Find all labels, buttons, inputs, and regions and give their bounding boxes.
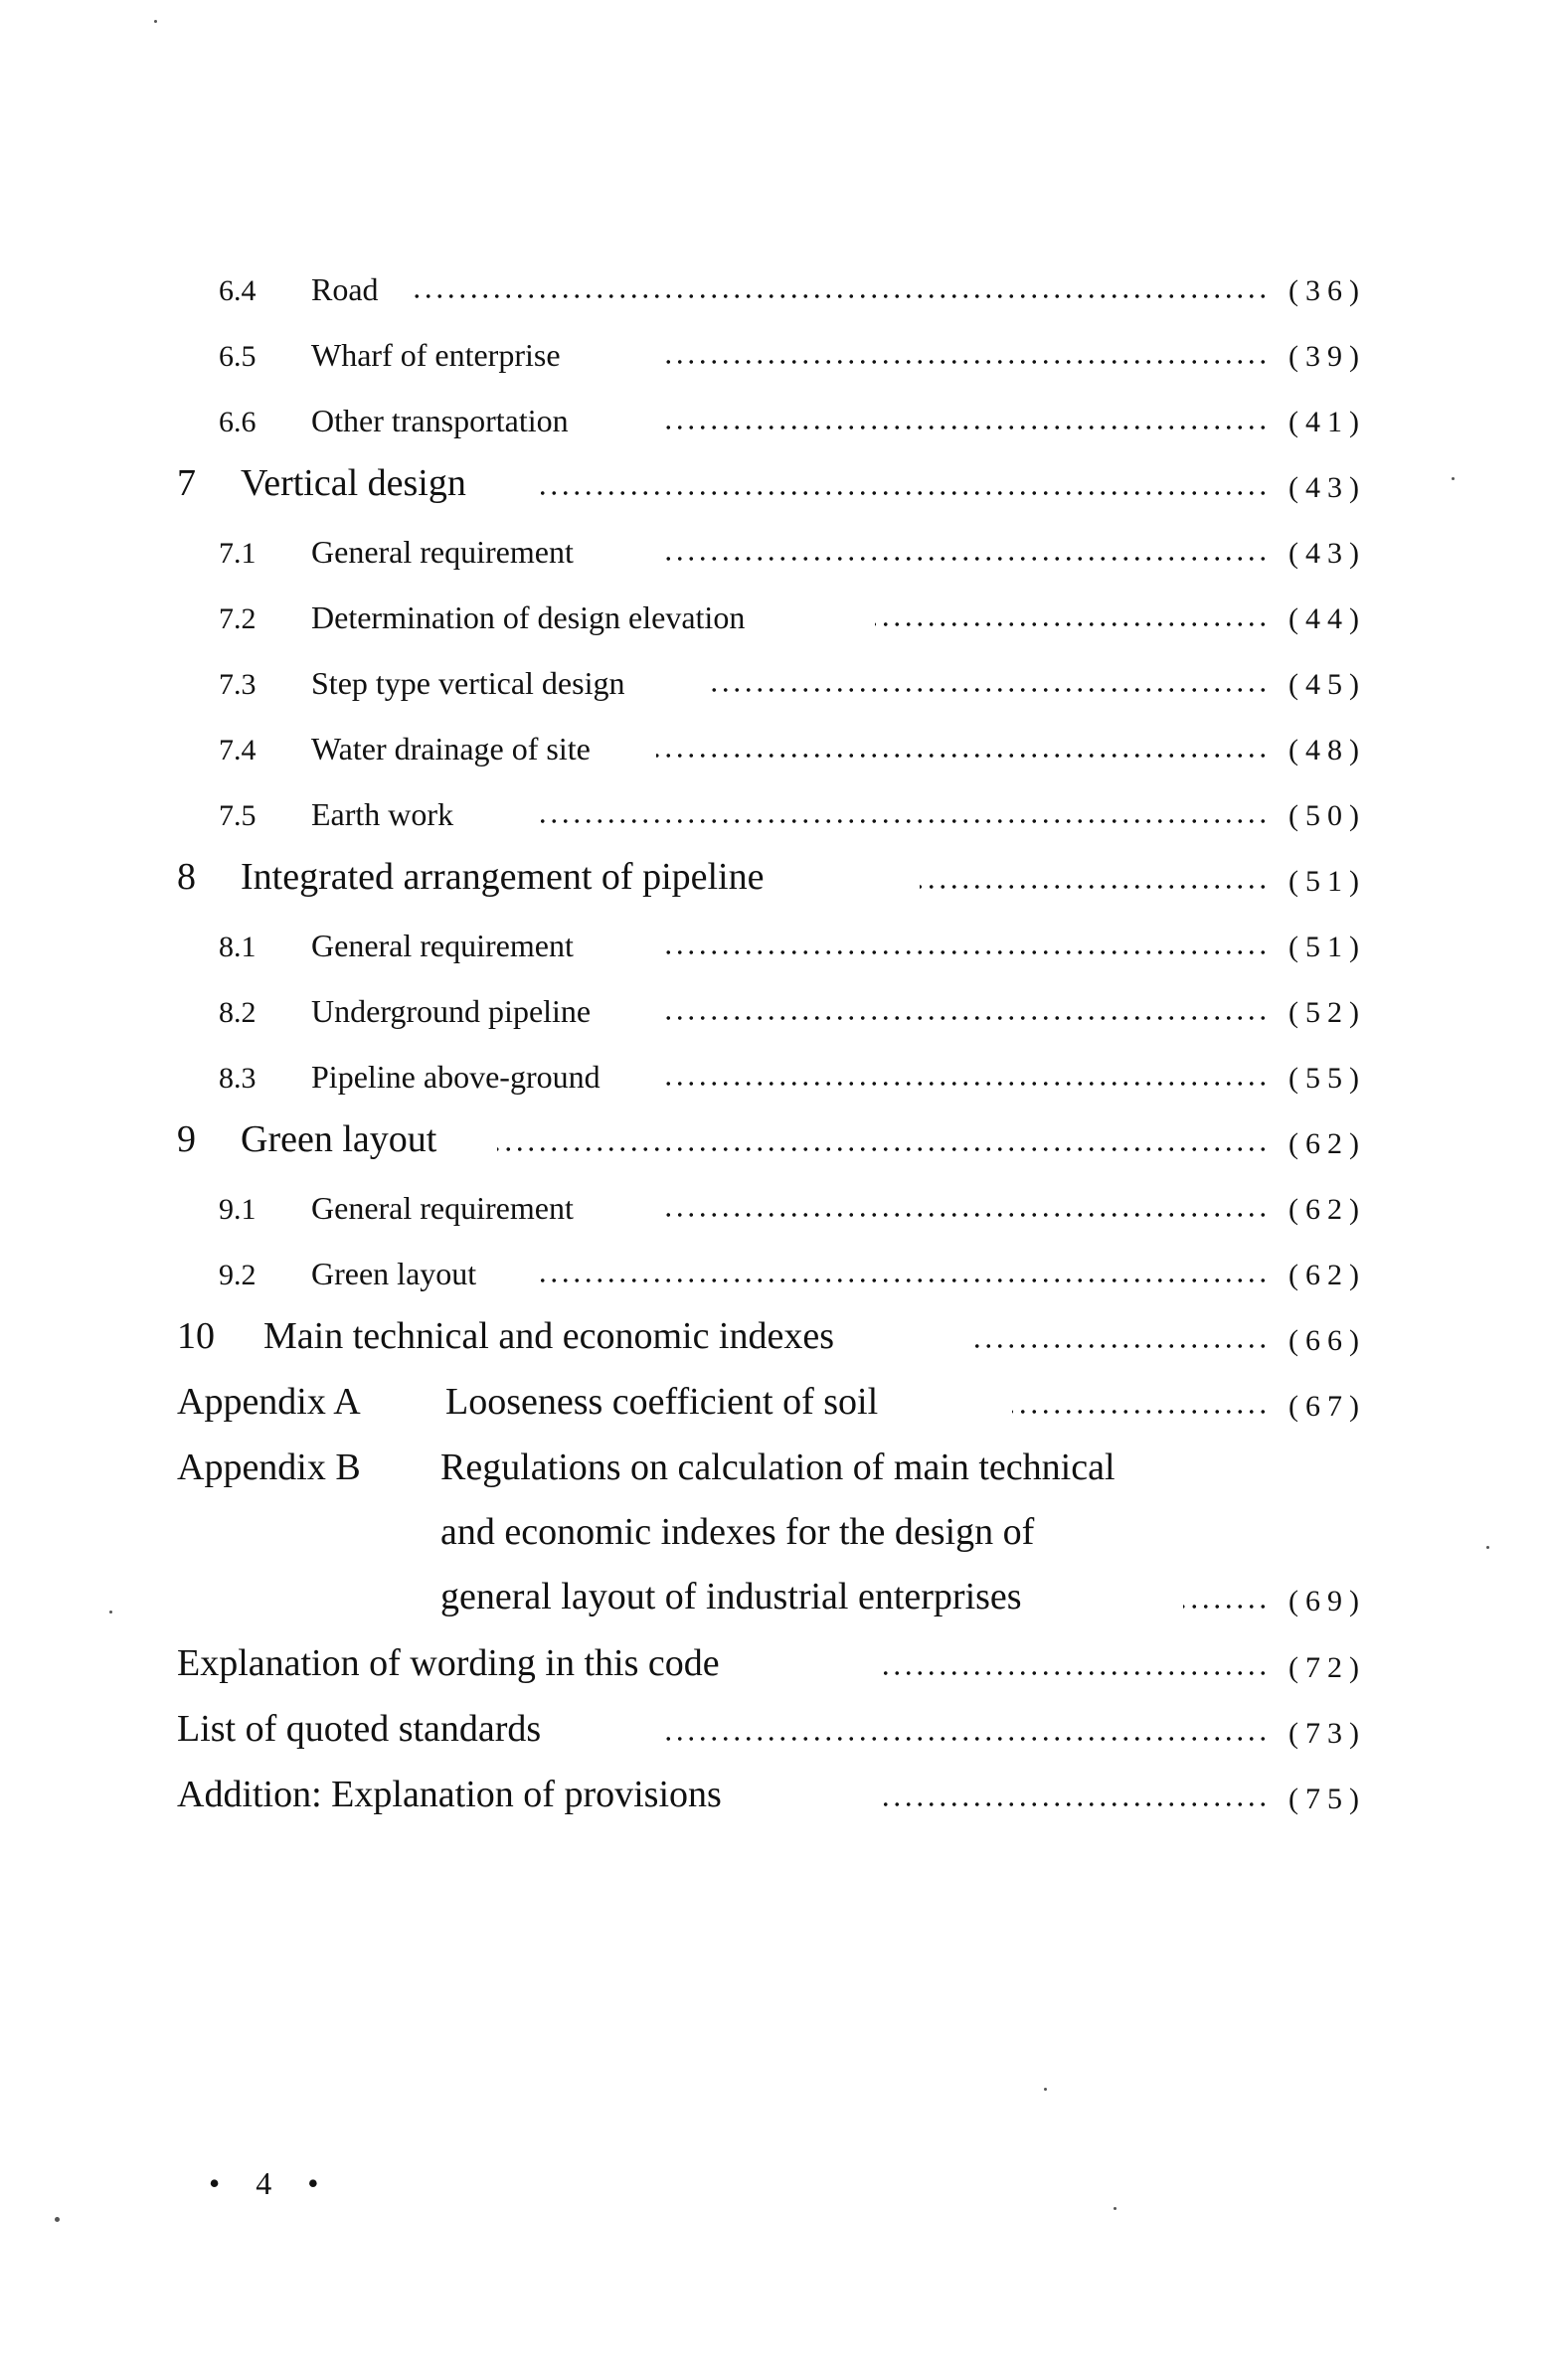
- appendix-title: Looseness coefficient of soil: [445, 1380, 892, 1424]
- dot-leader: [497, 1145, 1269, 1153]
- page-number: (43): [1289, 471, 1366, 504]
- entry-title: List of quoted standards: [177, 1707, 555, 1751]
- dot-leader: [666, 424, 1269, 431]
- dot-leader: [656, 752, 1269, 760]
- page-number: (62): [1289, 1259, 1366, 1291]
- page-number: (75): [1289, 1783, 1366, 1815]
- section-number: 7.3: [219, 668, 257, 701]
- section-title: Underground pipeline: [311, 993, 604, 1030]
- section-title: Pipeline above-ground: [311, 1059, 614, 1096]
- chapter-number: 7: [177, 462, 196, 504]
- page-number: (62): [1289, 1193, 1366, 1226]
- section-title: General requirement: [311, 1190, 588, 1227]
- entry-title: Addition: Explanation of provisions: [177, 1773, 736, 1816]
- scan-speck: [1486, 1546, 1489, 1549]
- toc-entry-6-4[interactable]: [0, 260, 1547, 320]
- toc-entry-8-2[interactable]: [0, 982, 1547, 1042]
- page-number: (51): [1289, 931, 1366, 963]
- chapter-title: Vertical design: [241, 461, 480, 505]
- chapter-number: 8: [177, 856, 196, 898]
- dot-leader: [1183, 1603, 1269, 1611]
- page-number: (67): [1289, 1390, 1366, 1423]
- toc-entry-8[interactable]: [0, 851, 1547, 911]
- page-number: (50): [1289, 799, 1366, 832]
- page-number: (41): [1289, 406, 1366, 438]
- section-title: Earth work: [311, 796, 467, 833]
- page-number: (45): [1289, 668, 1366, 701]
- dot-leader: [920, 883, 1269, 891]
- dot-leader: [537, 489, 1269, 497]
- toc-entry-6-5[interactable]: [0, 326, 1547, 386]
- dot-leader: [969, 1342, 1269, 1350]
- appendix-label: Appendix A: [177, 1381, 361, 1423]
- chapter-number: 9: [177, 1118, 196, 1160]
- page-number: (72): [1289, 1651, 1366, 1684]
- toc-entry-8-1[interactable]: [0, 917, 1547, 976]
- section-number: 8.1: [219, 931, 257, 963]
- page-number: (36): [1289, 274, 1366, 307]
- section-number: 7.2: [219, 602, 257, 635]
- page-number: (52): [1289, 996, 1366, 1029]
- toc-entry-7[interactable]: [0, 457, 1547, 517]
- dot-leader: [666, 948, 1269, 956]
- chapter-title: Integrated arrangement of pipeline: [241, 855, 777, 899]
- scan-speck: [1452, 477, 1455, 480]
- toc-entry-6-6[interactable]: [0, 392, 1547, 451]
- chapter-title: Main technical and economic indexes: [263, 1314, 848, 1358]
- section-title: Water drainage of site: [311, 731, 604, 767]
- chapter-number: 10: [177, 1315, 215, 1357]
- dot-leader: [880, 1800, 1269, 1808]
- appendix-label: Appendix B: [177, 1446, 361, 1488]
- page-number: (48): [1289, 734, 1366, 766]
- page-number: (73): [1289, 1717, 1366, 1750]
- toc-entry-7-3[interactable]: [0, 654, 1547, 714]
- toc-entry-10[interactable]: [0, 1310, 1547, 1370]
- scan-speck: [1114, 2207, 1117, 2210]
- toc-entry-9-1[interactable]: [0, 1179, 1547, 1239]
- dot-leader: [706, 686, 1269, 694]
- toc-entry-9[interactable]: [0, 1113, 1547, 1173]
- toc-entry-list-of-quoted-standards[interactable]: [0, 1703, 1547, 1763]
- section-title: Other transportation: [311, 403, 583, 439]
- toc-entry-explanation-of-wording[interactable]: [0, 1637, 1547, 1697]
- page-number: (39): [1289, 340, 1366, 373]
- section-number: 6.5: [219, 340, 257, 373]
- section-number: 7.5: [219, 799, 257, 832]
- dot-leader: [537, 817, 1269, 825]
- scan-speck: [154, 20, 157, 23]
- section-title: General requirement: [311, 928, 588, 964]
- page-folio: • 4 •: [209, 2165, 333, 2201]
- dot-leader: [666, 1735, 1269, 1743]
- toc-entry-7-4[interactable]: [0, 720, 1547, 779]
- section-title: Determination of design elevation: [311, 599, 759, 636]
- section-title: Step type vertical design: [311, 665, 638, 702]
- scan-speck: [109, 1611, 112, 1614]
- section-number: 7.1: [219, 537, 257, 570]
- section-number: 9.1: [219, 1193, 257, 1226]
- section-number: 8.2: [219, 996, 257, 1029]
- dot-leader: [666, 1211, 1269, 1219]
- scan-speck: [55, 2217, 60, 2222]
- page-number: (44): [1289, 602, 1366, 635]
- dot-leader: [1012, 1408, 1269, 1416]
- page-number: (62): [1289, 1127, 1366, 1160]
- page-number: (55): [1289, 1062, 1366, 1095]
- section-title: General requirement: [311, 534, 588, 571]
- page-number: (51): [1289, 865, 1366, 898]
- section-number: 7.4: [219, 734, 257, 766]
- dot-leader: [537, 1276, 1269, 1284]
- section-number: 9.2: [219, 1259, 257, 1291]
- page-number: (69): [1289, 1585, 1366, 1617]
- section-title: Green layout: [311, 1256, 490, 1292]
- dot-leader: [666, 1014, 1269, 1022]
- toc-entry-addition[interactable]: [0, 1769, 1547, 1828]
- section-title: Road: [311, 271, 393, 308]
- section-number: 8.3: [219, 1062, 257, 1095]
- page-number: (66): [1289, 1324, 1366, 1357]
- chapter-title: Green layout: [241, 1117, 450, 1161]
- scan-speck: [1044, 2088, 1047, 2091]
- toc-entry-7-2[interactable]: [0, 589, 1547, 648]
- dot-leader: [666, 358, 1269, 366]
- dot-leader: [408, 292, 1269, 300]
- toc-entry-7-1[interactable]: [0, 523, 1547, 583]
- appendix-title-line-3: general layout of industrial enterprises: [440, 1575, 1036, 1618]
- entry-title: Explanation of wording in this code: [177, 1641, 734, 1685]
- toc-entry-appendix-a[interactable]: [0, 1376, 1547, 1436]
- toc-entry-8-3[interactable]: [0, 1048, 1547, 1107]
- appendix-title-line-1: Regulations on calculation of main technical: [440, 1446, 1116, 1488]
- toc-entry-9-2[interactable]: [0, 1245, 1547, 1304]
- dot-leader: [666, 555, 1269, 563]
- dot-leader: [880, 1669, 1269, 1677]
- page-number: (43): [1289, 537, 1366, 570]
- dot-leader: [875, 620, 1269, 628]
- section-number: 6.4: [219, 274, 257, 307]
- section-number: 6.6: [219, 406, 257, 438]
- toc-entry-7-5[interactable]: [0, 785, 1547, 845]
- appendix-title-line-2: and economic indexes for the design of: [440, 1511, 1035, 1553]
- section-title: Wharf of enterprise: [311, 337, 575, 374]
- dot-leader: [666, 1080, 1269, 1088]
